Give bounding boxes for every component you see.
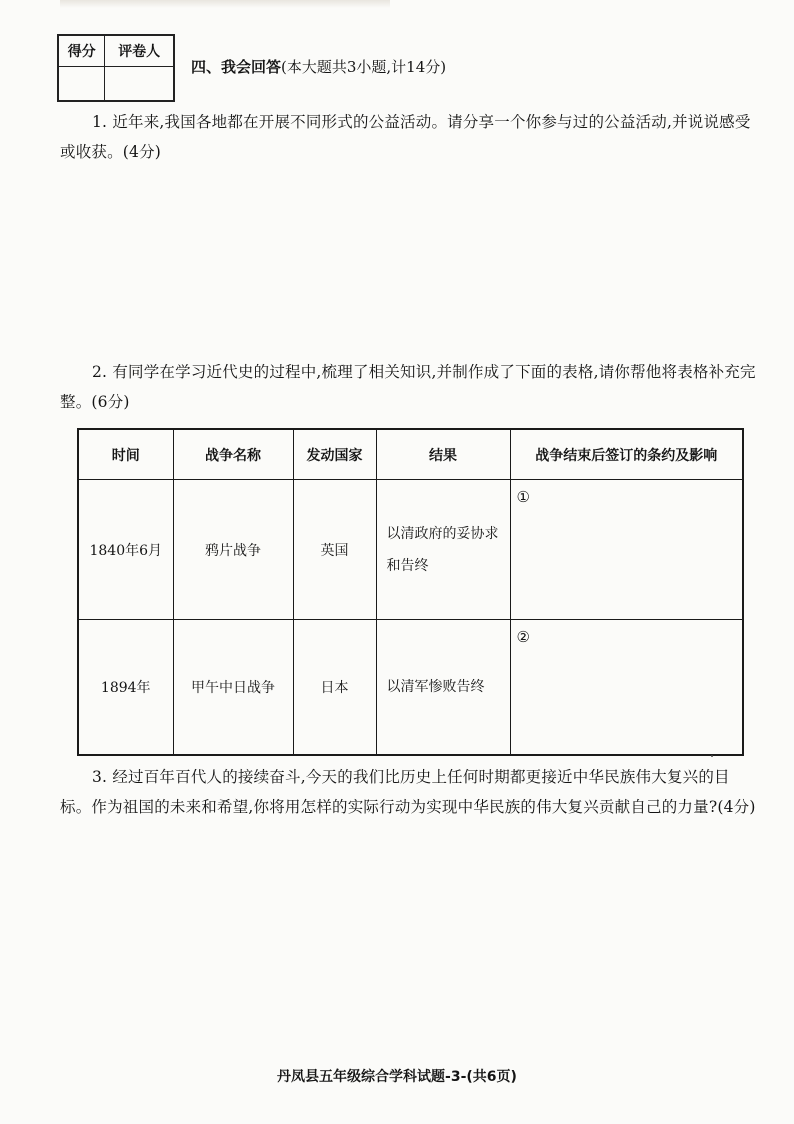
cell-time: 1894年 bbox=[78, 620, 173, 755]
answer-marker-1: ① bbox=[516, 488, 530, 506]
cell-country: 英国 bbox=[293, 480, 376, 620]
answer-space-3[interactable] bbox=[60, 860, 760, 1050]
table-row bbox=[78, 620, 743, 755]
cell-result: 以清政府的妥协求和告终 bbox=[376, 480, 510, 620]
cell-treaty-answer[interactable] bbox=[510, 480, 743, 620]
scan-edge-strip bbox=[60, 0, 390, 8]
question-2: 2. 有同学在学习近代史的过程中,梳理了相关知识,并制作成了下面的表格,请你帮他将表格补充完整。(6分) bbox=[60, 363, 756, 411]
cell-war: 鸦片战争 bbox=[173, 480, 293, 620]
header-war-name: 战争名称 bbox=[173, 429, 293, 480]
table-header-row bbox=[78, 429, 743, 480]
table-row bbox=[78, 480, 743, 620]
cell-war: 甲午中日战争 bbox=[173, 620, 293, 755]
header-treaty: 战争结束后签订的条约及影响 bbox=[510, 429, 743, 480]
score-box bbox=[57, 34, 175, 102]
question-3: 3. 经过百年百代人的接续奋斗,今天的我们比历史上任何时期都更接近中华民族伟大复兴的目标。作为祖国的未来和希望,你将用怎样的实际行动为实现中华民族的伟大复兴贡献自己的力量?(4分) bbox=[60, 768, 756, 816]
cell-time: 1840年6月 bbox=[78, 480, 173, 620]
page-footer: 丹凤县五年级综合学科试题-3-(共6页) bbox=[277, 1069, 517, 1085]
answer-marker-2: ② bbox=[516, 628, 530, 646]
grader-cell[interactable] bbox=[105, 67, 174, 102]
score-cell[interactable] bbox=[58, 67, 105, 102]
section-heading bbox=[191, 56, 446, 77]
header-result: 结果 bbox=[376, 429, 510, 480]
question-1: 1. 近年来,我国各地都在开展不同形式的公益活动。请分享一个你参与过的公益活动,并说说感受或收获。(4分) bbox=[60, 113, 751, 161]
header-time: 时间 bbox=[78, 429, 173, 480]
answer-space-1[interactable] bbox=[60, 175, 760, 345]
cell-treaty-answer[interactable] bbox=[510, 620, 743, 755]
grader-label: 评卷人 bbox=[105, 35, 174, 67]
scan-speck bbox=[711, 755, 713, 757]
cell-result: 以清军惨败告终 bbox=[376, 620, 510, 755]
header-country: 发动国家 bbox=[293, 429, 376, 480]
cell-country: 日本 bbox=[293, 620, 376, 755]
score-label: 得分 bbox=[58, 35, 105, 67]
section-subtitle: (本大题共3小题,计14分) bbox=[281, 58, 447, 76]
section-title: 四、我会回答 bbox=[191, 58, 282, 76]
history-table bbox=[77, 428, 744, 756]
